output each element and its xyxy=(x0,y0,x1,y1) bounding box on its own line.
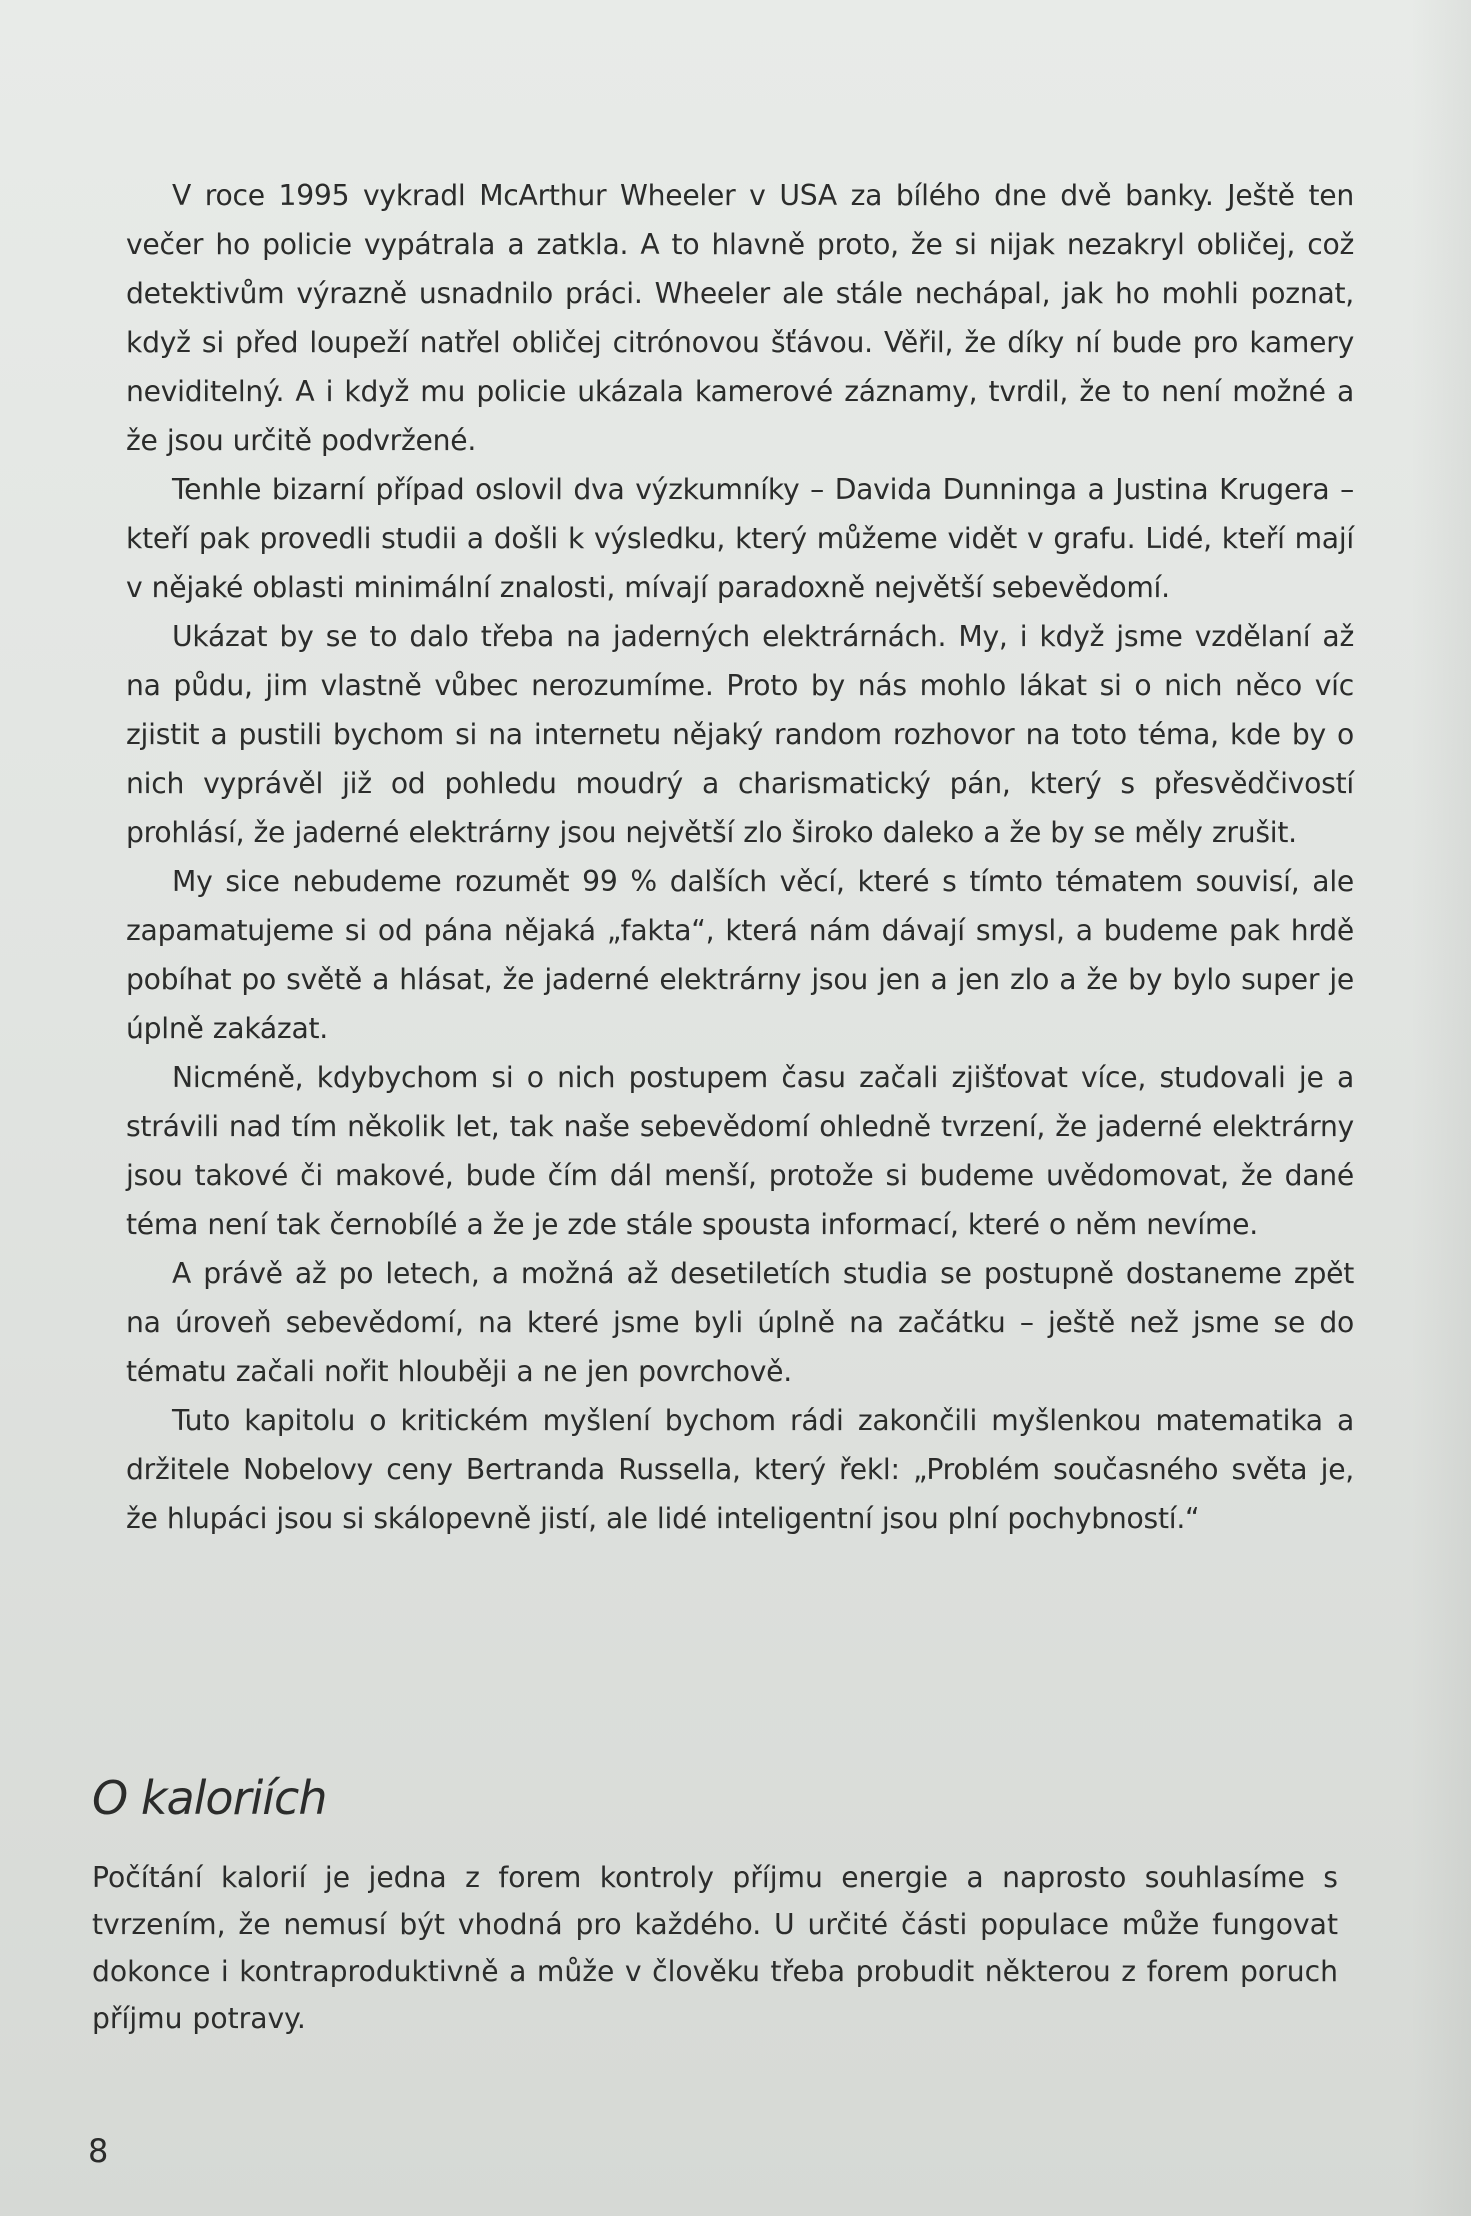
section-heading-calories: O kaloriích xyxy=(92,1771,327,1825)
paragraph-return-of-confidence: A právě až po letech, a možná až desetiletích studia se postupně dostaneme zpět na úroveň sebevědomí, na které jsme byli úplně na začátku – ještě než jsme se do tématu začali nořit hlouběji a ne jen povrchově. xyxy=(126,1257,1354,1388)
paragraph-dunning-kruger-study: Tenhle bizarní případ oslovil dva výzkumníky – Davida Dunninga a Justina Krugera – kteří pak provedli studii a došli k výsledku, který můžeme vidět v grafu. Lidé, kteří mají v nějaké oblasti minimální znalosti, mívají paradoxně největší sebevědomí. xyxy=(126,473,1354,604)
article-body xyxy=(126,171,1354,1543)
page-number: 8 xyxy=(88,2132,109,2170)
page-edge-shadow xyxy=(1411,0,1471,2216)
paragraph-studying-over-time: Nicméně, kdybychom si o nich postupem času začali zjišťovat více, studovali je a strávili nad tím několik let, tak naše sebevědomí ohledně tvrzení, že jaderné elektrárny jsou takové či makové, bude čím dál menší, protože si budeme uvědomovat, že dané téma není tak černobílé a že je zde stále spousta informací, které o něm nevíme. xyxy=(126,1061,1354,1241)
section-paragraph-calories: Počítání kalorií je jedna z forem kontroly příjmu energie a naprosto souhlasíme s tvrzením, že nemusí být vhodná pro každého. U určité části populace může fungovat dokonce i kontraproduktivně a může v člověku třeba probudit některou z forem poruch příjmu potravy. xyxy=(92,1861,1338,2035)
paragraph-nuclear-example: Ukázat by se to dalo třeba na jaderných elektrárnách. My, i když jsme vzdělaní až na půdu, jim vlastně vůbec nerozumíme. Proto by nás mohlo lákat si o nich něco víc zjistit a pustili bychom si na internetu nějaký random rozhovor na toto téma, kde by o nich vyprávěl již od pohledu moudrý a charismatický pán, který s přesvědčivostí prohlásí, že jaderné elektrárny jsou největší zlo široko daleko a že by se měly zrušit. xyxy=(126,620,1354,849)
paragraph-russell-quote: Tuto kapitolu o kritickém myšlení bychom rádi zakončili myšlenkou matematika a držitele Nobelovy ceny Bertranda Russella, který řekl: „Problém současného světa je, že hlupáci jsou si skálopevně jistí, ale lidé inteligentní jsou plní pochybností.“ xyxy=(126,1404,1354,1535)
paragraph-wheeler-robbery: V roce 1995 vykradl McArthur Wheeler v USA za bílého dne dvě banky. Ještě ten večer ho policie vypátrala a zatkla. A to hlavně proto, že si nijak nezakryl obličej, což detektivům výrazně usnadnilo práci. Wheeler ale stále nechápal, jak ho mohli poznat, když si před loupeží natřel obličej citrónovou šťávou. Věřil, že díky ní bude pro kamery neviditelný. A i když mu policie ukázala kamerové záznamy, tvrdil, že to není možné a že jsou určitě podvržené. xyxy=(126,179,1354,457)
paragraph-facts-from-speaker: My sice nebudeme rozumět 99 % dalších věcí, které s tímto tématem souvisí, ale zapamatujeme si od pána nějaká „fakta“, která nám dávají smysl, a budeme pak hrdě pobíhat po světě a hlásat, že jaderné elektrárny jsou jen a jen zlo a že by bylo super je úplně zakázat. xyxy=(126,865,1354,1045)
